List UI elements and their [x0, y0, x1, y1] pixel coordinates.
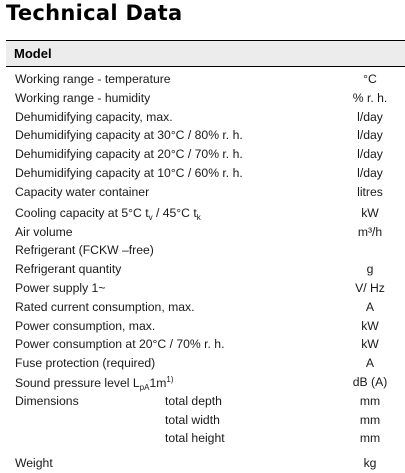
row-unit: % r. h.	[352, 90, 388, 105]
row-unit: m³/h	[357, 224, 383, 239]
table-row	[0, 335, 405, 354]
table-row	[0, 164, 405, 183]
model-header-bar	[6, 41, 405, 66]
row-label: Power consumption at 20°C / 70% r. h.	[15, 337, 225, 352]
row-label	[15, 206, 201, 222]
row-unit: kW	[361, 318, 379, 333]
row-unit: g	[366, 262, 374, 277]
row-label: Refrigerant quantity	[15, 262, 122, 277]
table-row	[0, 108, 405, 127]
table-row	[0, 317, 405, 336]
row-unit: A	[365, 356, 375, 371]
row-unit: mm	[359, 412, 381, 427]
row-unit: l/day	[357, 109, 383, 124]
row-label: Refrigerant (FCKW –free)	[15, 243, 154, 258]
row-label: Dimensions	[15, 393, 79, 408]
table-row	[0, 411, 405, 430]
row-unit: l/day	[357, 165, 383, 180]
row-label: Capacity water container	[15, 184, 150, 199]
table-row	[0, 145, 405, 164]
table-row	[0, 260, 405, 279]
row-label: Dehumidifying capacity at 10°C / 60% r. h.	[15, 165, 243, 180]
row-label	[15, 375, 174, 392]
row-label: Rated current consumption, max.	[15, 299, 195, 314]
row-label: Air volume	[15, 224, 73, 239]
table-row	[0, 70, 405, 89]
row-unit: l/day	[357, 128, 383, 143]
table-row	[0, 126, 405, 145]
row-unit: kg	[363, 456, 377, 471]
row-label: Working range - temperature	[15, 72, 171, 86]
row-sublabel: total width	[165, 412, 220, 427]
row-unit: kW	[361, 337, 379, 352]
subscript: k	[196, 212, 201, 222]
row-label: Dehumidifying capacity at 20°C / 70% r. h.	[15, 147, 243, 162]
row-unit: dB (A)	[352, 374, 388, 389]
table-row	[0, 241, 405, 260]
row-unit: °C	[363, 72, 377, 86]
row-unit: A	[365, 299, 375, 314]
table-row	[0, 354, 405, 373]
row-sublabel: total depth	[165, 393, 222, 408]
table-row	[0, 202, 405, 223]
row-unit: litres	[357, 184, 383, 199]
row-unit: mm	[359, 431, 381, 446]
table-row	[0, 429, 405, 448]
label-text: Cooling capacity at 5°C t	[15, 205, 149, 220]
subscript: pA	[139, 382, 150, 392]
label-text: Sound pressure level L	[15, 375, 140, 390]
table-row	[0, 392, 405, 411]
row-sublabel: total height	[165, 431, 225, 446]
top-rule	[6, 40, 405, 41]
spec-table	[0, 70, 405, 473]
row-unit: mm	[359, 393, 381, 408]
subscript: v	[148, 212, 153, 222]
table-row	[0, 373, 405, 392]
row-label: Weight	[15, 456, 53, 471]
label-text: 1m	[149, 375, 167, 390]
row-unit: kW	[361, 205, 379, 220]
row-label: Power supply 1~	[15, 280, 106, 295]
row-label: Fuse protection (required)	[15, 356, 156, 371]
row-label: Dehumidifying capacity, max.	[15, 109, 173, 124]
model-header: Model	[14, 46, 52, 61]
footnote-marker: 1)	[166, 374, 174, 384]
table-row	[0, 183, 405, 202]
row-unit: l/day	[357, 147, 383, 162]
label-text: / 45°C t	[152, 205, 197, 220]
table-row	[0, 298, 405, 317]
header-rule	[6, 66, 405, 67]
row-unit: V/ Hz	[355, 280, 385, 295]
row-label: Power consumption, max.	[15, 318, 156, 333]
table-row	[0, 89, 405, 108]
row-label: Working range - humidity	[15, 90, 151, 105]
table-row	[0, 279, 405, 298]
row-label: Dehumidifying capacity at 30°C / 80% r. h.	[15, 128, 243, 143]
table-row	[0, 223, 405, 242]
page-title: Technical Data	[6, 1, 183, 25]
